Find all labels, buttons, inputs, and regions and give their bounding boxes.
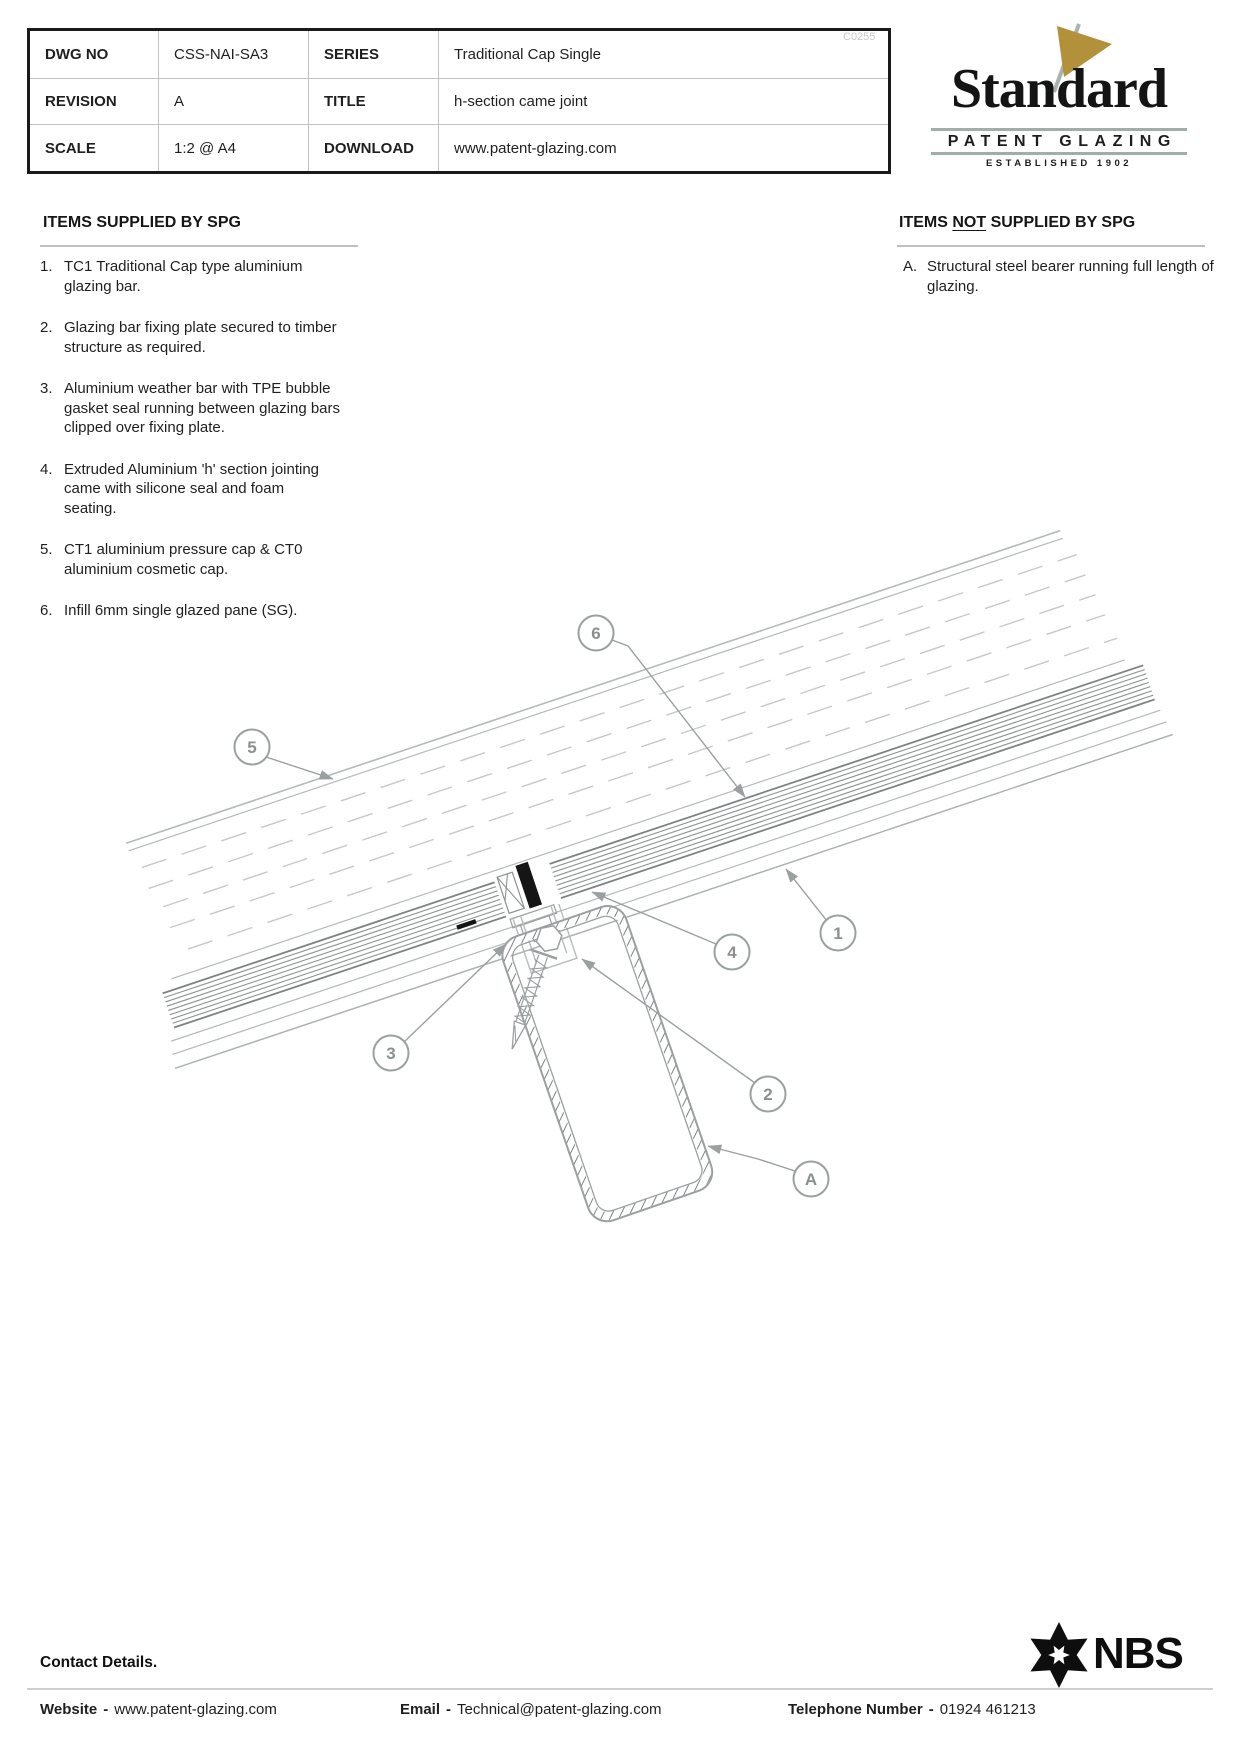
list-item xyxy=(40,540,340,579)
list-item xyxy=(40,601,340,621)
dwg-no-value: CSS-NAI-SA3 xyxy=(158,31,308,78)
telephone-label: Telephone Number xyxy=(788,1701,923,1718)
item-text: Infill 6mm single glazed pane (SG). xyxy=(64,602,298,619)
nbs-logo-icon xyxy=(1025,1622,1092,1688)
callout-A-label: A xyxy=(804,1170,818,1189)
email-label: Email xyxy=(400,1701,441,1718)
item-text: Aluminium weather bar with TPE bubble gasket seal running between glazing bars clipped over fixing plate. xyxy=(64,380,341,436)
items-supplied-heading: ITEMS SUPPLIED BY SPG xyxy=(43,214,241,231)
brand-rule-top xyxy=(931,128,1187,131)
callout-2-label: 2 xyxy=(763,1085,773,1104)
item-text: Glazing bar fixing plate secured to timber structure as required. xyxy=(64,319,337,356)
item-number: 1. xyxy=(40,258,53,275)
callout-3 xyxy=(374,1036,409,1071)
item-number: 4. xyxy=(40,460,53,478)
download-label: DOWNLOAD xyxy=(308,124,438,171)
footer-website xyxy=(40,1701,277,1718)
items-supplied-list xyxy=(40,257,340,621)
list-item xyxy=(40,379,340,438)
heading-pre: ITEMS xyxy=(899,214,953,231)
title-value: h-section came joint xyxy=(438,78,888,125)
series-label: SERIES xyxy=(308,31,438,78)
item-number: 3. xyxy=(40,380,53,397)
brand-tagline: PATENT GLAZING xyxy=(947,133,1177,150)
callout-1-label: 1 xyxy=(833,924,843,943)
items-not-supplied-heading xyxy=(899,214,1135,232)
callout-1 xyxy=(821,916,856,951)
website-value[interactable]: www.patent-glazing.com xyxy=(114,1701,277,1718)
callout-A xyxy=(794,1162,829,1197)
list-item xyxy=(40,460,340,519)
drawing-code-watermark: C0255 xyxy=(843,31,876,43)
brand-name: Standard xyxy=(950,58,1168,120)
heading-post: SUPPLIED BY SPG xyxy=(986,214,1136,231)
callout-3-label: 3 xyxy=(386,1044,396,1063)
footer-telephone xyxy=(788,1701,1036,1718)
items-not-supplied-list xyxy=(903,257,1215,296)
item-text: TC1 Traditional Cap type aluminium glazing bar. xyxy=(64,258,303,295)
list-item xyxy=(903,257,1215,296)
item-number: 6. xyxy=(40,602,53,619)
website-label: Website xyxy=(40,1701,98,1718)
callout-6 xyxy=(579,616,614,651)
item-text: Structural steel bearer running full length of glazing. xyxy=(927,258,1214,295)
title-block-table xyxy=(27,28,891,174)
callout-2 xyxy=(751,1077,786,1112)
scale-value: 1:2 @ A4 xyxy=(158,124,308,171)
item-text: CT1 aluminium pressure cap & CT0 aluminium cosmetic cap. xyxy=(64,541,303,578)
footer-rule xyxy=(27,1688,1213,1690)
callout-6-label: 6 xyxy=(591,624,601,643)
list-item xyxy=(40,257,340,296)
website-separator: - xyxy=(103,1701,109,1718)
item-number: 2. xyxy=(40,319,53,336)
brand-rule-bottom xyxy=(931,152,1187,155)
heading-not: NOT xyxy=(952,214,987,231)
item-number: 5. xyxy=(40,541,53,558)
callout-5 xyxy=(235,730,270,765)
footer-email xyxy=(400,1701,662,1718)
series-value: Traditional Cap Single xyxy=(438,31,888,78)
item-text: Extruded Aluminium 'h' section jointing came with silicone seal and foam seating. xyxy=(64,460,320,517)
scale-label: SCALE xyxy=(30,124,158,171)
email-separator: - xyxy=(446,1701,452,1718)
callout-5-label: 5 xyxy=(247,738,257,757)
contact-details-heading: Contact Details. xyxy=(40,1654,158,1671)
callout-4-label: 4 xyxy=(727,943,737,962)
title-label: TITLE xyxy=(308,78,438,125)
nbs-logo-text: NBS xyxy=(1093,1629,1183,1678)
items-supplied-rule xyxy=(40,245,358,247)
revision-value: A xyxy=(158,78,308,125)
telephone-value: 01924 461213 xyxy=(939,1701,1036,1718)
dwg-no-label: DWG NO xyxy=(45,45,109,63)
callout-4 xyxy=(715,935,750,970)
telephone-separator: - xyxy=(928,1701,934,1718)
download-value[interactable]: www.patent-glazing.com xyxy=(438,124,888,171)
revision-label: REVISION xyxy=(30,78,158,125)
brand-established: ESTABLISHED 1902 xyxy=(985,158,1133,169)
items-not-supplied-rule xyxy=(897,245,1205,247)
list-item xyxy=(40,318,340,357)
email-value[interactable]: Technical@patent-glazing.com xyxy=(457,1701,662,1718)
item-number: A. xyxy=(903,258,918,275)
